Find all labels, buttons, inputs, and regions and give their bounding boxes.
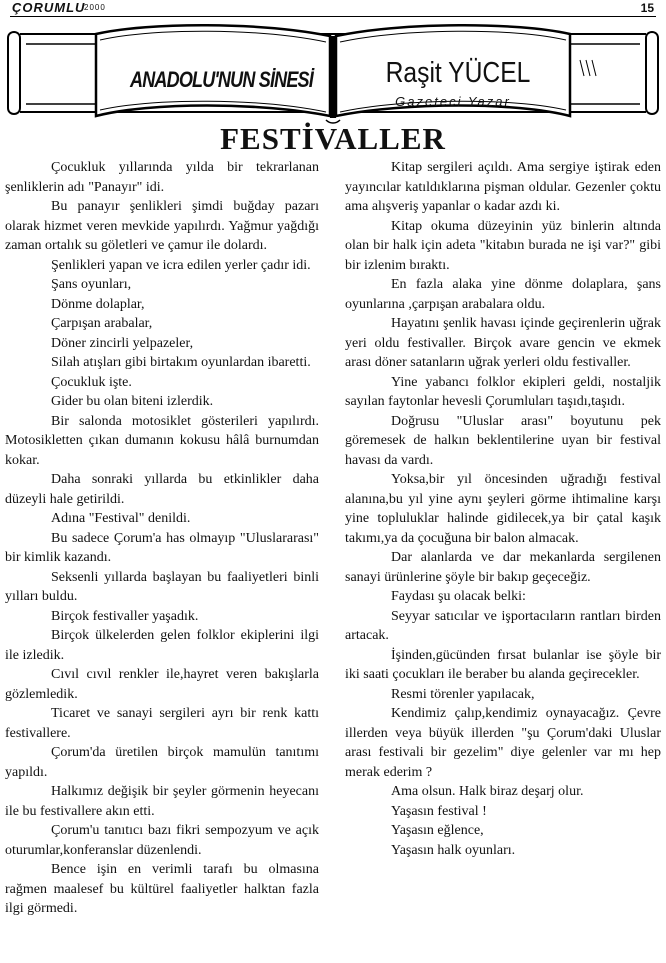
- article-paragraph: Şenlikleri yapan ve icra edilen yerler çadır idi.: [51, 257, 311, 273]
- article-paragraph: Çarpışan arabalar,: [51, 316, 153, 331]
- article-paragraph: Yaşasın halk oyunları.: [391, 842, 516, 858]
- article-paragraph: Çorum'da üretilen birçok mamulün tanıtımı yapıldı.: [5, 745, 319, 780]
- article-paragraph: Dar alanlarda ve dar mekanlarda sergilenen sanayi ürünlerine şöyle bir bakıp geçeceğiz.: [345, 550, 661, 585]
- article-paragraph: Yoksa,bir yıl öncesinden uğradığı festival alanına,bu yıl yine aynı şeyleri görme ihtimaline karşı yine topluluklar halinde gidilecek,ya bir çatal kaşık takımı,ya da çocuğuna bir balon almacak.: [345, 472, 661, 546]
- masthead-year: 2000: [84, 3, 106, 12]
- article-paragraph: Silah atışları gibi birtakım oyunlardan ibaretti.: [51, 355, 311, 370]
- article-paragraph: Kendimiz çalıp,kendimiz oynayacağız. Çevre illerden veya büyük illerden "şu Çorum'daki Uluslar arası festivali bir gezelim" diye gelenler var mı hep merak ederim ?: [345, 706, 661, 780]
- column-name: ANADOLU'NUN SİNESİ: [130, 67, 313, 92]
- article-paragraph: Çocukluk işte.: [51, 374, 132, 390]
- article-paragraph: Yaşasın eğlence,: [391, 823, 484, 838]
- article-paragraph: Birçok festivaller yaşadık.: [51, 608, 199, 624]
- article-paragraph: Bu sadece Çorum'a has olmayıp "Uluslararası" bir kimlik kazandı.: [5, 530, 319, 565]
- article-paragraph: Döner zincirli yelpazeler,: [51, 335, 194, 351]
- page-header: [0, 0, 666, 16]
- article-paragraph: Kitap okuma düzeyinin yüz binlerin altında olan bir halk için adeta "kitabın burada ne işi var?" gibi bir izlenim bıraktı.: [345, 218, 661, 273]
- article-paragraph: Gider bu olan biteni izlerdik.: [51, 394, 214, 409]
- article-paragraph: Halkımız değişik bir şeyler görmenin heyecanı ile bu festivallere akın etti.: [5, 784, 319, 819]
- article-paragraph: Ticaret ve sanayi sergileri ayrı bir renk kattı festivallere.: [5, 706, 319, 741]
- article-paragraph: Doğrusu "Uluslar arası" boyutunu pek göremesek de halkın beklentilerine uyan bir festival havası da vardı.: [345, 413, 661, 468]
- article-paragraph: Hayatını şenlik havası içinde geçirenlerin uğrak yeri oldu festivaller. Birçok avare gencin ve ekmek arası döner satanların uğrak yerleri oldu festivaller.: [345, 316, 661, 370]
- article-paragraph: Şans oyunları,: [51, 277, 132, 292]
- article-paragraph: Bir salonda motosiklet gösterileri yapılırdı. Motosikletten çıkan dumanın kokusu hâlâ burnumdan kokar.: [5, 413, 319, 468]
- article-paragraph: Seyyar satıcılar ve işportacıların rantları birden artacak.: [345, 608, 661, 643]
- article-paragraph: Yaşasın festival !: [391, 803, 487, 819]
- article-paragraph: Daha sonraki yıllarda bu etkinlikler daha düzeyli hale getirildi.: [5, 472, 319, 507]
- article-paragraph: İşinden,gücünden fırsat bulanlar ise şöyle bir iki saati çocukları ile beraber bu alanda geçirecekler.: [345, 647, 661, 682]
- masthead: ÇORUMLU: [12, 0, 86, 15]
- article-paragraph: Adına "Festival" denildi.: [51, 511, 191, 526]
- article-paragraph: Dönme dolaplar,: [51, 296, 145, 312]
- article-paragraph: Bu panayır şenlikleri şimdi buğday pazarı olarak hizmet veren mevkide yapılırdı. Yağmur yağdığı zaman ortalık su göletleri ve çamur ile dolardı.: [5, 199, 319, 253]
- article-paragraph: Resmi törenler yapılacak,: [391, 686, 535, 702]
- article-paragraph: Birçok ülkelerden gelen folklor ekiplerini ilgi ile izledik.: [5, 628, 319, 663]
- article-paragraph: Bence işin en verimli tarafı bu olmasına rağmen maalesef bu kültürel faaliyetler halktan fazla ilgi görmedi.: [5, 862, 319, 916]
- article-paragraph: Seksenli yıllarda başlayan bu faaliyetleri binli yılları buldu.: [5, 569, 319, 604]
- article-paragraph: Çorum'u tanıtıcı bazı fikri sempozyum ve açık oturumlar,konferanslar düzenlendi.: [5, 823, 319, 858]
- page-number: 15: [640, 1, 654, 15]
- open-book-icon: [0, 20, 666, 128]
- article-paragraph: Faydası şu olacak belki:: [391, 589, 526, 604]
- article-paragraph: En fazla alaka yine dönme dolaplara, şans oyunlarına ,çarpışan arabalara oldu.: [345, 277, 661, 312]
- article-paragraph: Kitap sergileri açıldı. Ama sergiye iştirak eden yayıncılar katıldıklarına pişman oldular. Gezenler çoktu ama alışveriş yapanlar o kadar azdı ki.: [345, 160, 661, 214]
- author-role: Gazeteci Yazar: [395, 94, 511, 109]
- article-paragraph: Ama olsun. Halk biraz deşarj olur.: [391, 784, 584, 799]
- article-paragraph: Çocukluk yıllarında yılda bir tekrarlanan şenliklerin adı "Panayır" idi.: [5, 160, 319, 195]
- article-paragraph: Cıvıl cıvıl renkler ile,hayret veren bakışlarla gözlemledik.: [5, 667, 319, 702]
- article-paragraph: Yine yabancı folklor ekipleri geldi, nostaljik sayılan faytonlar hevesli Çorumluları taşıdı,taşıdı.: [345, 374, 661, 409]
- article-right-column: [345, 158, 661, 860]
- article-left-column: [5, 158, 319, 919]
- author-name: Raşit YÜCEL: [385, 57, 531, 89]
- header-rule: [10, 16, 656, 17]
- column-banner: [0, 20, 666, 128]
- article-title: FESTİVALLER: [220, 121, 446, 156]
